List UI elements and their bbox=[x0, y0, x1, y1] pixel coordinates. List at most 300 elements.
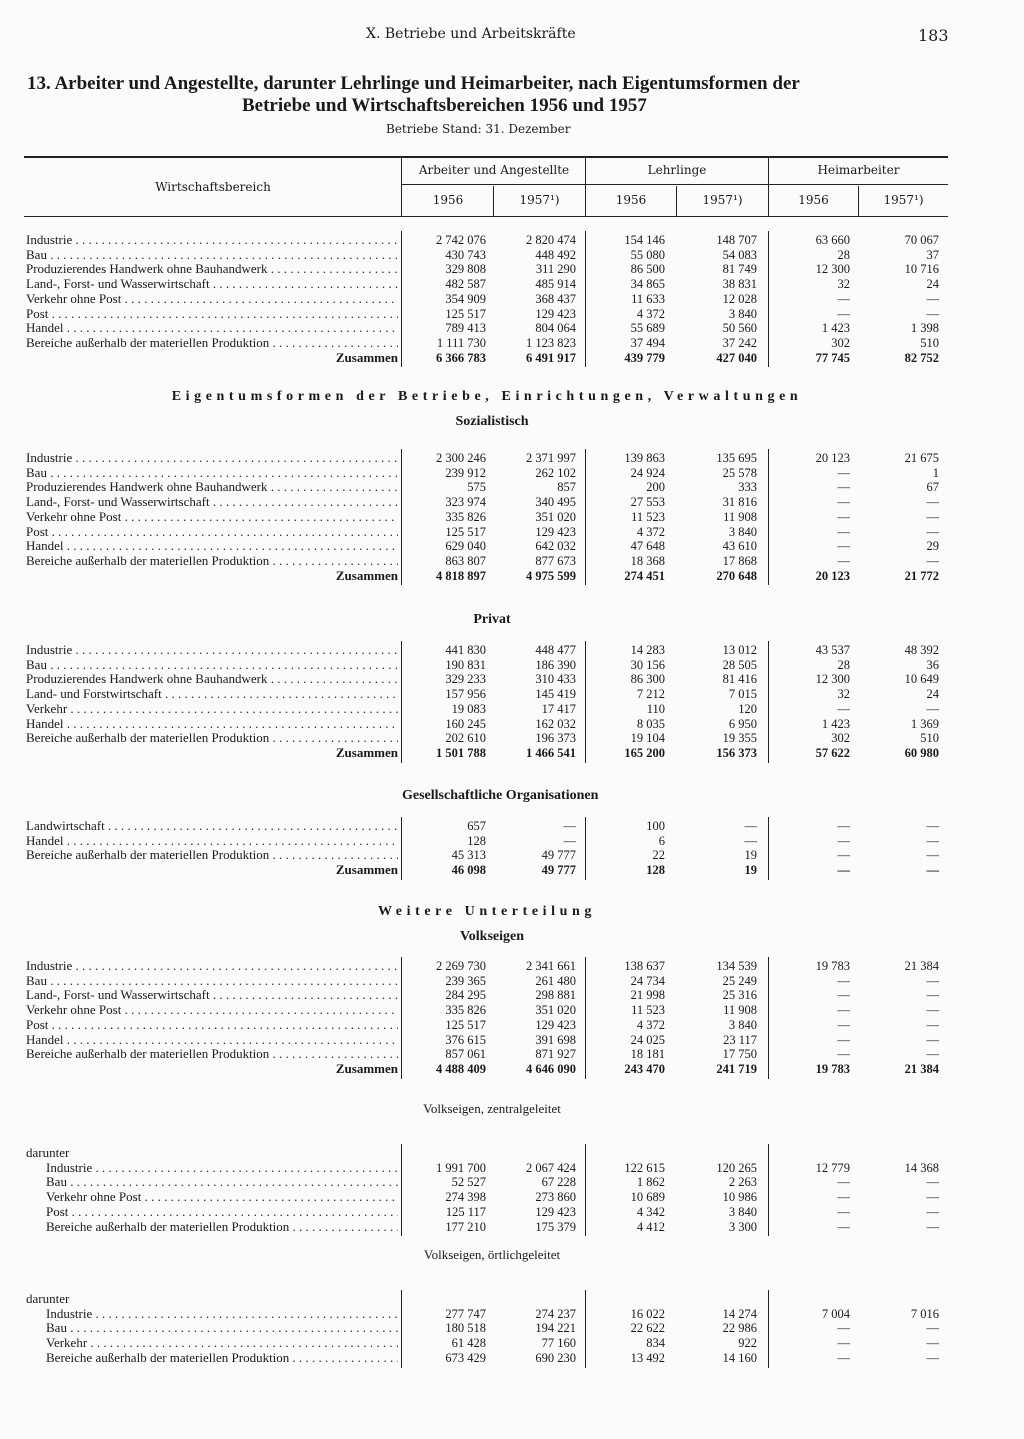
table-cell: 10 986 bbox=[722, 1190, 757, 1205]
table-cell: 19 783 bbox=[815, 959, 850, 973]
table-cell: 128 bbox=[467, 833, 486, 848]
table-cell: 2 263 bbox=[728, 1175, 757, 1190]
total-cell: 427 040 bbox=[716, 350, 757, 365]
table-cell: — bbox=[837, 306, 850, 321]
table-cell: 673 429 bbox=[445, 1350, 486, 1365]
table-cell: 24 924 bbox=[630, 465, 665, 480]
table-cell: 37 494 bbox=[630, 335, 665, 350]
row-label: Produzierendes Handwerk ohne Bauhandwerk . . . bbox=[26, 672, 398, 687]
total-cell: 21 384 bbox=[904, 1061, 939, 1076]
total-cell: 4 975 599 bbox=[526, 568, 576, 583]
row-label: Verkehr ohne Post . . . bbox=[46, 1190, 398, 1205]
table-cell: 24 734 bbox=[630, 973, 665, 988]
table-cell: 4 342 bbox=[636, 1204, 665, 1219]
table-cell: 510 bbox=[920, 731, 939, 746]
table-cell: 49 777 bbox=[541, 848, 576, 863]
row-label: Bereiche außerhalb der materiellen Produktion . . . bbox=[26, 554, 398, 569]
row-label: Handel . . . bbox=[26, 834, 398, 849]
table-cell: 323 974 bbox=[445, 495, 486, 510]
table-cell: 32 bbox=[837, 687, 850, 702]
table-cell: 335 826 bbox=[445, 1003, 486, 1018]
table-cell: 642 032 bbox=[535, 539, 576, 554]
total-cell: 21 772 bbox=[904, 568, 939, 583]
table-cell: 30 156 bbox=[630, 657, 665, 672]
table-cell: — bbox=[926, 1032, 939, 1047]
table-cell: 61 428 bbox=[451, 1336, 486, 1351]
row-label: Bereiche außerhalb der materiellen Produktion . . . bbox=[26, 336, 398, 351]
table-cell: 857 bbox=[557, 480, 576, 495]
table-cell: 129 423 bbox=[535, 1017, 576, 1032]
table-cell: 200 bbox=[646, 480, 665, 495]
table-cell: 125 517 bbox=[445, 524, 486, 539]
subsection-heading: Gesellschaftliche Organisationen bbox=[402, 788, 599, 803]
table-cell: — bbox=[926, 819, 939, 833]
row-label: Post . . . bbox=[26, 307, 398, 322]
total-cell: 439 779 bbox=[624, 350, 665, 365]
table-cell: 3 300 bbox=[728, 1219, 757, 1234]
subsection-subheading: Volkseigen, zentralgeleitet bbox=[423, 1101, 561, 1116]
table-cell: 196 373 bbox=[535, 731, 576, 746]
row-label: Handel . . . bbox=[26, 539, 398, 554]
header-divider bbox=[585, 156, 586, 216]
table-cell: — bbox=[837, 465, 850, 480]
table-cell: — bbox=[926, 1003, 939, 1018]
table-cell: 7 212 bbox=[636, 687, 665, 702]
table-cell: — bbox=[837, 833, 850, 848]
total-cell: 57 622 bbox=[815, 745, 850, 760]
table-cell: 18 368 bbox=[630, 553, 665, 568]
total-label: Zusammen bbox=[335, 863, 398, 878]
table-cell: 86 500 bbox=[630, 262, 665, 277]
table-cell: 48 392 bbox=[904, 643, 939, 657]
table-cell: 47 648 bbox=[630, 539, 665, 554]
table-cell: — bbox=[837, 1047, 850, 1062]
table-cell: 129 423 bbox=[535, 524, 576, 539]
table-cell: — bbox=[563, 819, 576, 833]
table-cell: 1 bbox=[932, 465, 939, 480]
table-cell: 77 160 bbox=[541, 1336, 576, 1351]
table-cell: 12 300 bbox=[815, 672, 850, 687]
table-cell: 25 316 bbox=[722, 988, 757, 1003]
table-cell: 139 863 bbox=[624, 451, 665, 465]
table-cell: 1 111 730 bbox=[436, 335, 486, 350]
table-cell: 86 300 bbox=[630, 672, 665, 687]
table-cell: 12 028 bbox=[722, 291, 757, 306]
table-cell: 510 bbox=[920, 335, 939, 350]
stub-header: Wirtschaftsbereich bbox=[155, 180, 271, 194]
table-cell: — bbox=[837, 509, 850, 524]
row-label: Bau . . . bbox=[46, 1321, 398, 1336]
row-label: Bereiche außerhalb der materiellen Produktion . . . bbox=[26, 1047, 398, 1062]
table-cell: 36 bbox=[926, 657, 939, 672]
table-cell: — bbox=[926, 833, 939, 848]
table-cell: 120 bbox=[738, 701, 757, 716]
table-cell: 55 689 bbox=[630, 321, 665, 336]
table-cell: 175 379 bbox=[535, 1219, 576, 1234]
table-cell: 11 908 bbox=[723, 509, 757, 524]
table-cell: — bbox=[926, 1219, 939, 1234]
table-cell: 2 820 474 bbox=[526, 233, 576, 247]
header-bottom-rule bbox=[24, 216, 948, 217]
row-label: Landwirtschaft . . . bbox=[26, 819, 398, 834]
table-cell: 12 779 bbox=[815, 1160, 850, 1175]
table-cell: 329 233 bbox=[445, 672, 486, 687]
table-cell: — bbox=[837, 1204, 850, 1219]
row-label: darunter bbox=[26, 1292, 70, 1306]
row-label: Verkehr . . . bbox=[46, 1336, 398, 1351]
table-cell: — bbox=[837, 1017, 850, 1032]
table-cell: 261 480 bbox=[535, 973, 576, 988]
table-cell: 100 bbox=[646, 819, 665, 833]
table-cell: 37 242 bbox=[722, 335, 757, 350]
table-cell: 2 269 730 bbox=[436, 959, 486, 973]
table-cell: 274 398 bbox=[445, 1190, 486, 1205]
total-cell: 1 501 788 bbox=[436, 745, 486, 760]
table-cell: 34 865 bbox=[630, 277, 665, 292]
group-header-heimarbeiter: Heimarbeiter bbox=[817, 163, 900, 177]
table-cell: 376 615 bbox=[445, 1032, 486, 1047]
table-cell: 129 423 bbox=[535, 1204, 576, 1219]
table-cell: — bbox=[744, 819, 757, 833]
row-label: Industrie . . . bbox=[26, 643, 398, 658]
row-label: Bereiche außerhalb der materiellen Produktion . . . bbox=[46, 1351, 398, 1366]
year-header: 1956 bbox=[798, 193, 829, 207]
table-cell: — bbox=[837, 495, 850, 510]
table-cell: — bbox=[837, 291, 850, 306]
table-cell: — bbox=[837, 1321, 850, 1336]
total-cell: 241 719 bbox=[716, 1061, 757, 1076]
table-cell: 857 061 bbox=[445, 1047, 486, 1062]
table-cell: 160 245 bbox=[445, 716, 486, 731]
table-cell: 67 bbox=[926, 480, 939, 495]
table-cell: 877 673 bbox=[535, 553, 576, 568]
table-cell: 3 840 bbox=[728, 306, 757, 321]
table-cell: — bbox=[926, 988, 939, 1003]
table-cell: 138 637 bbox=[624, 959, 665, 973]
row-label: Handel . . . bbox=[26, 1033, 398, 1048]
table-cell: 1 398 bbox=[910, 321, 939, 336]
table-cell: 125 517 bbox=[445, 306, 486, 321]
table-cell: 194 221 bbox=[535, 1321, 576, 1336]
row-label: Industrie . . . bbox=[46, 1161, 398, 1176]
table-cell: 177 210 bbox=[445, 1219, 486, 1234]
table-cell: — bbox=[837, 973, 850, 988]
total-cell: 20 123 bbox=[815, 568, 850, 583]
table-cell: — bbox=[837, 848, 850, 863]
table-cell: 2 371 997 bbox=[526, 451, 576, 465]
table-cell: 2 300 246 bbox=[436, 451, 486, 465]
table-cell: — bbox=[926, 1336, 939, 1351]
table-cell: 333 bbox=[738, 480, 757, 495]
table-cell: 391 698 bbox=[535, 1032, 576, 1047]
total-cell: 165 200 bbox=[624, 745, 665, 760]
table-cell: 52 527 bbox=[451, 1175, 486, 1190]
table-cell: 22 986 bbox=[722, 1321, 757, 1336]
row-label: Post . . . bbox=[26, 1018, 398, 1033]
table-cell: 162 032 bbox=[535, 716, 576, 731]
total-cell: 128 bbox=[646, 863, 665, 878]
row-label: Produzierendes Handwerk ohne Bauhandwerk . . . bbox=[26, 262, 398, 277]
table-cell: 340 495 bbox=[535, 495, 576, 510]
table-cell: 125 117 bbox=[445, 1204, 486, 1219]
table-cell: 17 750 bbox=[722, 1047, 757, 1062]
table-cell: 1 123 823 bbox=[526, 335, 576, 350]
table-cell: — bbox=[926, 1017, 939, 1032]
total-cell: 77 745 bbox=[815, 350, 850, 365]
table-cell: 273 860 bbox=[535, 1190, 576, 1205]
table-cell: 11 523 bbox=[631, 1003, 665, 1018]
table-cell: 21 998 bbox=[630, 988, 665, 1003]
table-cell: 922 bbox=[738, 1336, 757, 1351]
row-label: Bereiche außerhalb der materiellen Produktion . . . bbox=[46, 1220, 398, 1235]
row-label: Handel . . . bbox=[26, 717, 398, 732]
table-cell: 690 230 bbox=[535, 1350, 576, 1365]
table-cell: 12 300 bbox=[815, 262, 850, 277]
row-label: Post . . . bbox=[26, 525, 398, 540]
total-cell: 82 752 bbox=[904, 350, 939, 365]
total-cell: 274 451 bbox=[624, 568, 665, 583]
table-cell: 38 831 bbox=[722, 277, 757, 292]
table-cell: 120 265 bbox=[716, 1160, 757, 1175]
table-cell: 7 004 bbox=[821, 1306, 850, 1321]
table-cell: 14 274 bbox=[722, 1306, 757, 1321]
table-cell: 22 bbox=[652, 848, 665, 863]
year-header: 1957¹) bbox=[883, 193, 924, 207]
section-heading: Weitere Unterteilung bbox=[377, 904, 597, 919]
table-cell: 16 022 bbox=[630, 1306, 665, 1321]
table-cell: 448 477 bbox=[535, 643, 576, 657]
header-divider bbox=[676, 186, 677, 216]
table-cell: 485 914 bbox=[535, 277, 576, 292]
table-subtitle: Betriebe Stand: 31. Dezember bbox=[386, 122, 571, 136]
table-cell: 186 390 bbox=[535, 657, 576, 672]
total-cell: 46 098 bbox=[451, 863, 486, 878]
table-cell: 789 413 bbox=[445, 321, 486, 336]
table-cell: 129 423 bbox=[535, 306, 576, 321]
table-cell: 29 bbox=[926, 539, 939, 554]
total-cell: 6 491 917 bbox=[526, 350, 576, 365]
row-label: Industrie . . . bbox=[26, 451, 398, 466]
table-cell: — bbox=[837, 480, 850, 495]
table-cell: 274 237 bbox=[535, 1306, 576, 1321]
row-label: Bau . . . bbox=[46, 1175, 398, 1190]
total-label: Zusammen bbox=[335, 745, 398, 760]
table-cell: 10 689 bbox=[630, 1190, 665, 1205]
table-cell: 1 862 bbox=[636, 1175, 665, 1190]
total-label: Zusammen bbox=[335, 350, 398, 365]
subsection-heading: Privat bbox=[473, 612, 511, 627]
table-cell: 11 633 bbox=[631, 291, 665, 306]
table-cell: 23 117 bbox=[723, 1032, 757, 1047]
row-label: Verkehr ohne Post . . . bbox=[26, 510, 398, 525]
total-cell: 4 818 897 bbox=[436, 568, 486, 583]
row-label: Land-, Forst- und Wasserwirtschaft . . . bbox=[26, 988, 398, 1003]
table-cell: — bbox=[837, 1190, 850, 1205]
row-label: darunter bbox=[26, 1146, 70, 1160]
table-cell: 50 560 bbox=[722, 321, 757, 336]
group-header-arbeiter: Arbeiter und Angestellte bbox=[418, 163, 570, 177]
table-cell: 10 716 bbox=[904, 262, 939, 277]
row-label: Bau . . . bbox=[26, 248, 398, 263]
table-cell: 22 622 bbox=[630, 1321, 665, 1336]
header-divider bbox=[858, 186, 859, 216]
table-cell: — bbox=[837, 819, 850, 833]
table-cell: — bbox=[926, 1190, 939, 1205]
total-cell: 270 648 bbox=[716, 568, 757, 583]
total-label: Zusammen bbox=[335, 568, 398, 583]
table-cell: 45 313 bbox=[451, 848, 486, 863]
table-title-line2: Betriebe und Wirtschaftsbereichen 1956 und 1957 bbox=[242, 95, 647, 116]
table-cell: 863 807 bbox=[445, 553, 486, 568]
table-cell: 311 290 bbox=[535, 262, 576, 277]
table-cell: 4 372 bbox=[636, 1017, 665, 1032]
table-cell: 37 bbox=[926, 247, 939, 262]
table-cell: 2 067 424 bbox=[526, 1160, 576, 1175]
table-title-line1: 13. Arbeiter und Angestellte, darunter Lehrlinge und Heimarbeiter, nach Eigentumsformen der bbox=[27, 73, 800, 94]
table-cell: 629 040 bbox=[445, 539, 486, 554]
table-cell: 27 553 bbox=[630, 495, 665, 510]
table-cell: — bbox=[837, 524, 850, 539]
total-cell: 4 646 090 bbox=[526, 1061, 576, 1076]
table-cell: — bbox=[926, 1047, 939, 1062]
total-cell: 19 783 bbox=[815, 1061, 850, 1076]
table-cell: — bbox=[926, 848, 939, 863]
total-cell: — bbox=[837, 863, 850, 878]
table-cell: — bbox=[837, 1350, 850, 1365]
table-cell: 3 840 bbox=[728, 1204, 757, 1219]
table-cell: 17 417 bbox=[541, 701, 576, 716]
row-label: Industrie . . . bbox=[26, 233, 398, 248]
total-cell: 19 bbox=[744, 863, 757, 878]
table-cell: 4 372 bbox=[636, 306, 665, 321]
table-cell: — bbox=[926, 1204, 939, 1219]
table-cell: — bbox=[837, 1003, 850, 1018]
table-cell: — bbox=[837, 553, 850, 568]
table-cell: 575 bbox=[467, 480, 486, 495]
table-cell: 28 505 bbox=[722, 657, 757, 672]
table-cell: 448 492 bbox=[535, 247, 576, 262]
table-cell: 7 016 bbox=[910, 1306, 939, 1321]
table-cell: — bbox=[563, 833, 576, 848]
running-head: X. Betriebe und Arbeitskräfte bbox=[366, 26, 576, 42]
table-cell: 24 025 bbox=[630, 1032, 665, 1047]
table-cell: 368 437 bbox=[535, 291, 576, 306]
table-cell: 19 355 bbox=[722, 731, 757, 746]
table-cell: 157 956 bbox=[445, 687, 486, 702]
table-cell: 180 518 bbox=[445, 1321, 486, 1336]
table-cell: 135 695 bbox=[716, 451, 757, 465]
row-label: Handel . . . bbox=[26, 321, 398, 336]
table-cell: 28 bbox=[837, 657, 850, 672]
table-cell: — bbox=[837, 1032, 850, 1047]
table-cell: — bbox=[926, 1321, 939, 1336]
row-label: Verkehr ohne Post . . . bbox=[26, 1003, 398, 1018]
row-label: Land-, Forst- und Wasserwirtschaft . . . bbox=[26, 495, 398, 510]
table-cell: 6 950 bbox=[728, 716, 757, 731]
row-label: Industrie . . . bbox=[46, 1307, 398, 1322]
table-cell: 482 587 bbox=[445, 277, 486, 292]
table-cell: 11 908 bbox=[723, 1003, 757, 1018]
table-cell: 1 423 bbox=[821, 321, 850, 336]
table-cell: 63 660 bbox=[815, 233, 850, 247]
table-cell: — bbox=[926, 291, 939, 306]
table-cell: — bbox=[926, 1350, 939, 1365]
table-cell: 1 369 bbox=[910, 716, 939, 731]
table-cell: 14 283 bbox=[630, 643, 665, 657]
total-cell: 49 777 bbox=[541, 863, 576, 878]
subsection-subheading: Volkseigen, örtlichgeleitet bbox=[423, 1247, 561, 1262]
table-cell: 14 368 bbox=[904, 1160, 939, 1175]
table-cell: 804 064 bbox=[535, 321, 576, 336]
table-cell: 28 bbox=[837, 247, 850, 262]
row-label: Post . . . bbox=[46, 1205, 398, 1220]
table-cell: 18 181 bbox=[630, 1047, 665, 1062]
table-cell: 81 416 bbox=[722, 672, 757, 687]
table-cell: — bbox=[926, 973, 939, 988]
table-cell: — bbox=[837, 1175, 850, 1190]
row-label: Verkehr . . . bbox=[26, 702, 398, 717]
table-cell: 351 020 bbox=[535, 509, 576, 524]
row-label: Bau . . . bbox=[26, 466, 398, 481]
table-cell: 871 927 bbox=[535, 1047, 576, 1062]
table-cell: 24 bbox=[926, 277, 939, 292]
table-cell: 11 523 bbox=[631, 509, 665, 524]
table-cell: 277 747 bbox=[445, 1306, 486, 1321]
header-divider bbox=[401, 156, 402, 216]
table-cell: 122 615 bbox=[624, 1160, 665, 1175]
table-cell: 19 083 bbox=[451, 701, 486, 716]
table-cell: 10 649 bbox=[904, 672, 939, 687]
header-divider bbox=[493, 186, 494, 216]
table-cell: — bbox=[837, 701, 850, 716]
table-cell: 430 743 bbox=[445, 247, 486, 262]
table-cell: 32 bbox=[837, 277, 850, 292]
row-label: Bau . . . bbox=[26, 658, 398, 673]
year-header: 1956 bbox=[615, 193, 647, 207]
table-cell: — bbox=[926, 701, 939, 716]
table-cell: — bbox=[837, 1219, 850, 1234]
group-rule bbox=[402, 184, 948, 185]
total-label: Zusammen bbox=[335, 1061, 398, 1076]
table-cell: 4 412 bbox=[636, 1219, 665, 1234]
table-cell: 298 881 bbox=[535, 988, 576, 1003]
table-cell: 657 bbox=[467, 819, 486, 833]
table-cell: 134 539 bbox=[716, 959, 757, 973]
header-divider bbox=[768, 156, 769, 216]
table-cell: — bbox=[926, 1175, 939, 1190]
table-cell: 20 123 bbox=[815, 451, 850, 465]
table-cell: 284 295 bbox=[445, 988, 486, 1003]
total-cell: 60 980 bbox=[904, 745, 939, 760]
table-cell: 239 912 bbox=[445, 465, 486, 480]
table-cell: 24 bbox=[926, 687, 939, 702]
table-cell: 302 bbox=[831, 335, 850, 350]
table-cell: — bbox=[837, 1336, 850, 1351]
table-cell: 329 808 bbox=[445, 262, 486, 277]
table-cell: 19 bbox=[744, 848, 757, 863]
table-cell: 55 080 bbox=[630, 247, 665, 262]
table-cell: 25 249 bbox=[722, 973, 757, 988]
table-cell: 19 104 bbox=[630, 731, 665, 746]
total-cell: 6 366 783 bbox=[436, 350, 486, 365]
row-label: Bau . . . bbox=[26, 974, 398, 989]
table-cell: 202 610 bbox=[445, 731, 486, 746]
table-cell: 3 840 bbox=[728, 524, 757, 539]
table-cell: 70 067 bbox=[904, 233, 939, 247]
table-cell: 54 083 bbox=[722, 247, 757, 262]
page-number: 183 bbox=[918, 26, 949, 45]
total-cell: — bbox=[926, 863, 939, 878]
